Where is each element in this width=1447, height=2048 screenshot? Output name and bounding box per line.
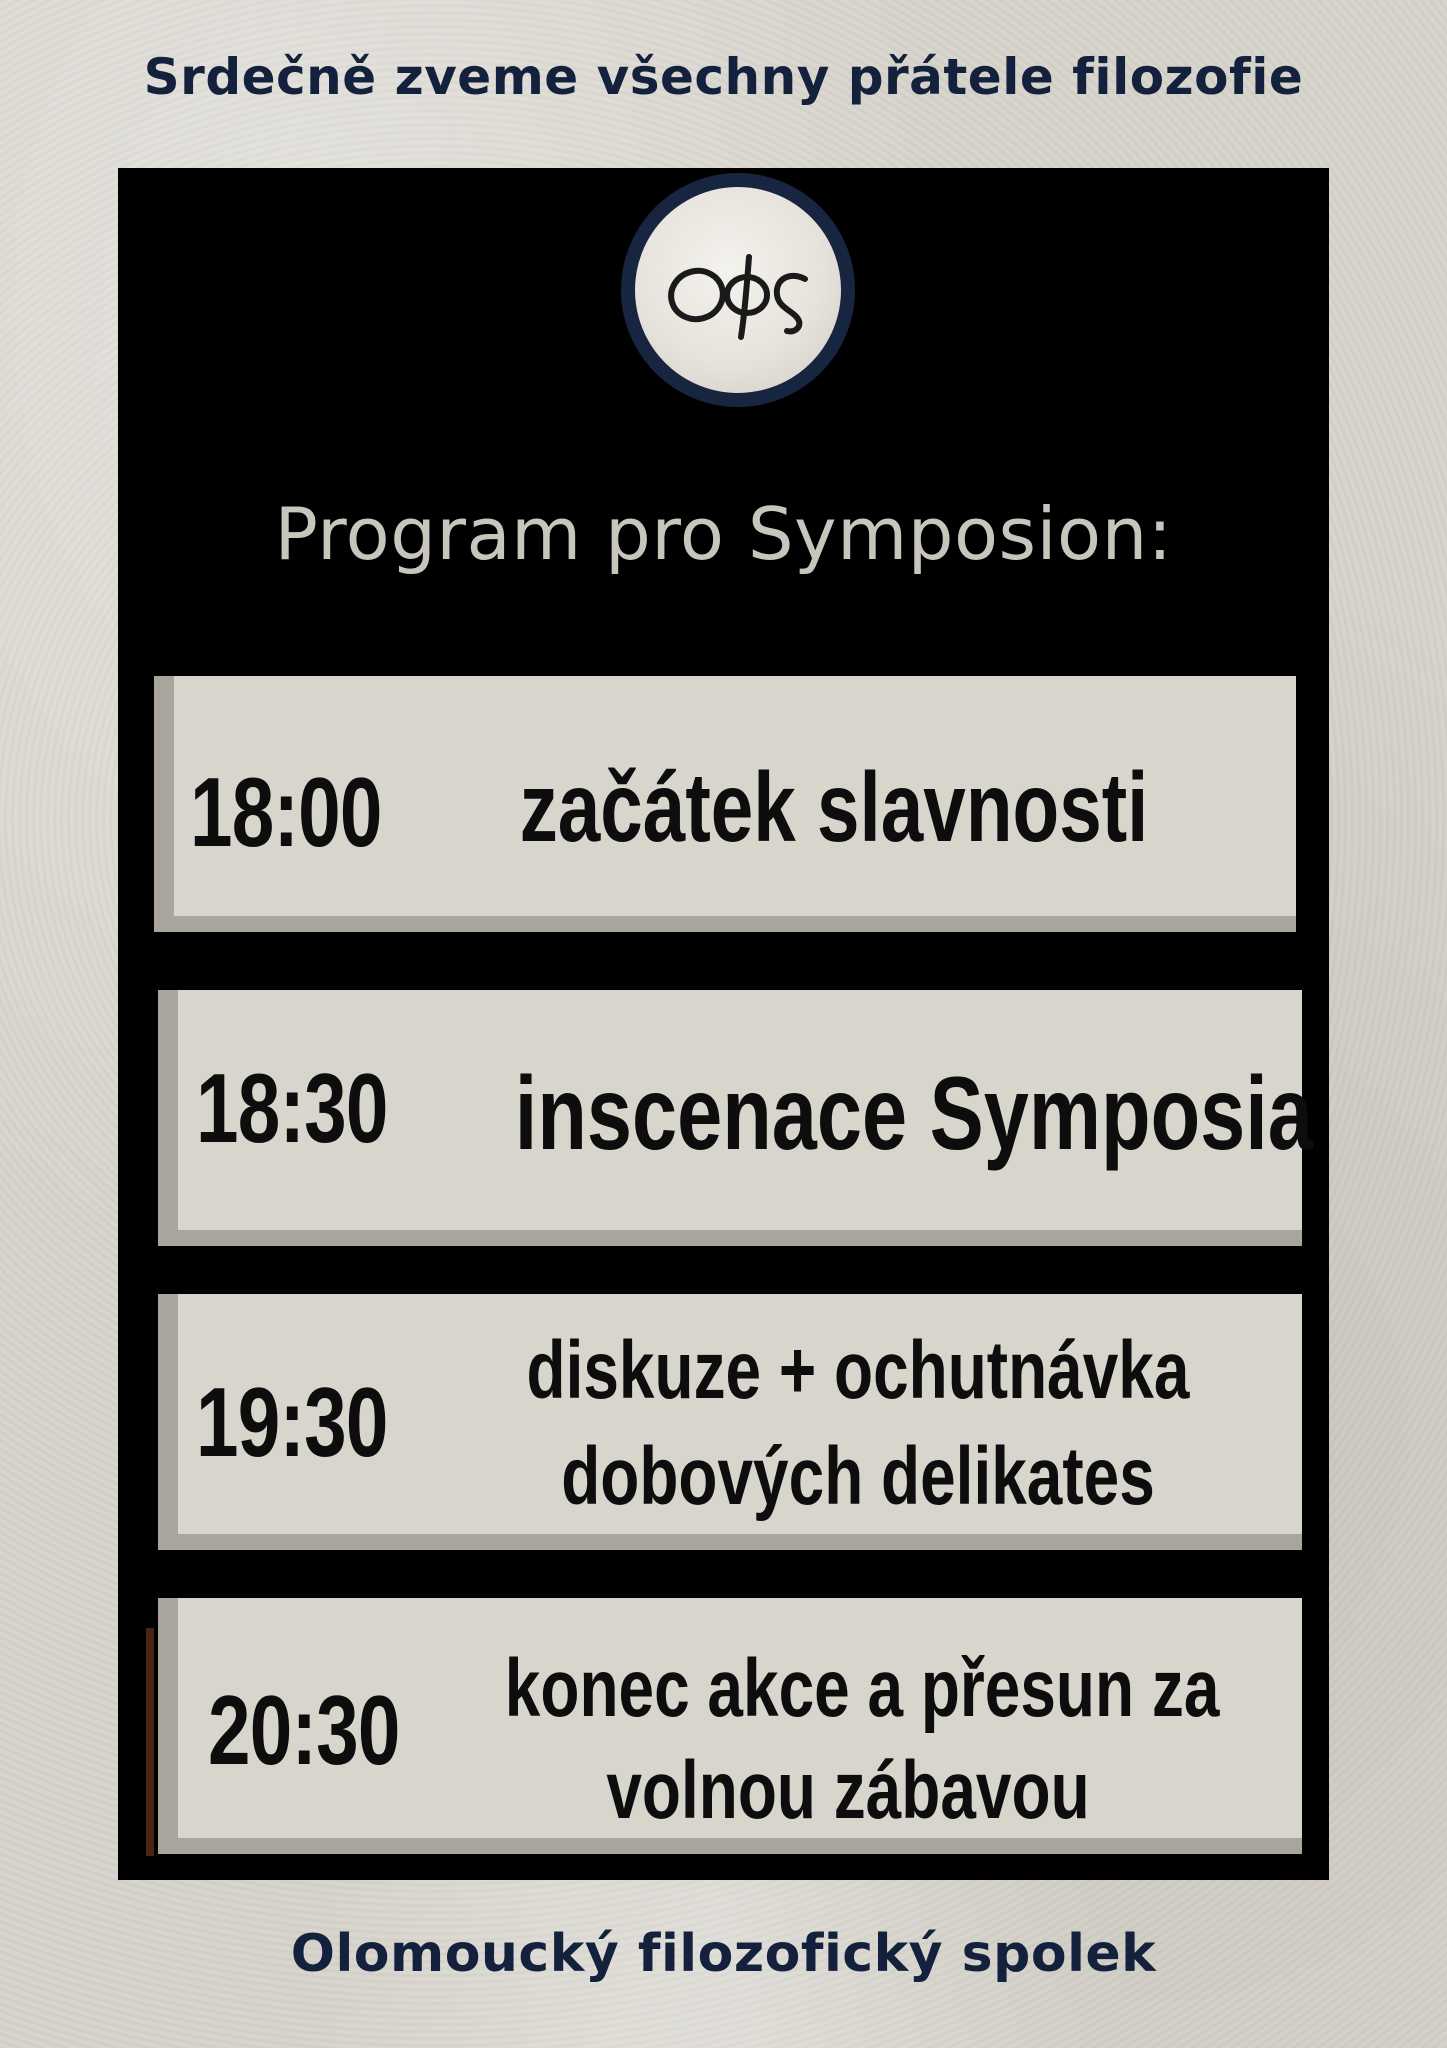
program-item-description: [504, 1638, 1220, 1842]
program-item-line: dobových delikates: [561, 1431, 1155, 1522]
program-item-time: 18:30: [196, 1053, 388, 1163]
program-item-card: [154, 676, 1296, 932]
invitation-heading: Srdečně zveme všechny přátele filozofie: [143, 48, 1304, 106]
program-item-line: začátek slavnosti: [519, 752, 1149, 862]
program-item-description: [515, 1318, 1201, 1530]
program-item-time: 20:30: [208, 1675, 400, 1785]
program-item-line: inscenace Symposia: [514, 1056, 1313, 1172]
program-item-time: 19:30: [196, 1367, 388, 1477]
program-title: Program pro Symposion:: [274, 492, 1173, 576]
program-item-time: 18:00: [190, 757, 382, 867]
card-edge-accent: [146, 1628, 154, 1856]
program-item-description: [491, 752, 1177, 862]
society-seal-icon: [621, 173, 855, 407]
program-item-line: konec akce a přesun za: [504, 1643, 1220, 1734]
seal-lettering-icon: [635, 187, 841, 393]
program-item-line: diskuze + ochutnávka: [526, 1325, 1190, 1416]
program-item-line: volnou zábavou: [606, 1745, 1090, 1836]
program-item-description: [514, 1056, 1313, 1172]
program-item-card: [158, 1294, 1302, 1550]
organizer-name: Olomoucký filozofický spolek: [290, 1924, 1157, 1984]
program-item-card: [158, 990, 1313, 1246]
program-item-card: [158, 1598, 1302, 1854]
